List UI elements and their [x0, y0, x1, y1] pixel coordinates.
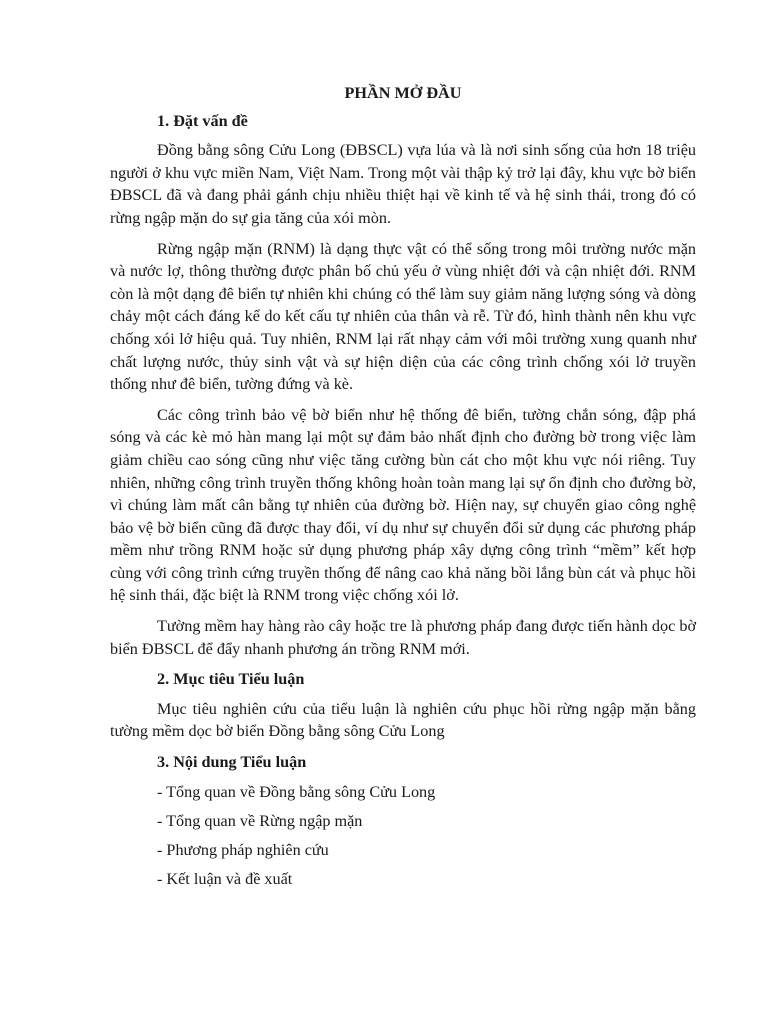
document-title: PHẦN MỞ ĐẦU	[344, 84, 462, 102]
document-page	[110, 82, 696, 897]
list-item: - Kết luận và đề xuất	[157, 870, 293, 889]
paragraph: Đồng bằng sông Cửu Long (ĐBSCL) vựa lúa và là nơi sinh sống của hơn 18 triệu người ở khu vực miền Nam, Việt Nam. Trong một vài thập kỷ trở lại đây, khu vực bờ biển ĐBSCL đã và đang phải gánh chịu nhiều thiệt hại về kinh tế và hệ sinh thái, trong đó có rừng ngập mặn do sự gia tăng của xói mòn.	[110, 141, 696, 227]
section-heading-2: 2. Mục tiêu Tiểu luận	[157, 670, 305, 689]
paragraph: Rừng ngập mặn (RNM) là dạng thực vật có thể sống trong môi trường nước mặn và nước lợ, thông thường được phân bố chủ yếu ở vùng nhiệt đới và cận nhiệt đới. RNM còn là một dạng đê biển tự nhiên khi chúng có thể làm suy giảm năng lượng sóng và dòng chảy một cách đáng kể do kết cấu tự nhiên của thân và rễ. Từ đó, hình thành nên khu vực chống xói lở hiệu quả. Tuy nhiên, RNM lại rất nhạy cảm với môi trường xung quanh như chất lượng nước, thủy sinh vật và sự hiện diện của các công trình chống xói lở truyền thống như đê biển, tường đứng và kè.	[110, 239, 696, 394]
paragraph: Các công trình bảo vệ bờ biển như hệ thống đê biển, tường chắn sóng, đập phá sóng và các kè mỏ hàn mang lại một sự đảm bảo nhất định cho đường bờ trong việc làm giảm chiều cao sóng cũng như việc tăng cường bùn cát cho một khu vực nói riêng. Tuy nhiên, những công trình truyền thống không hoàn toàn mang lại sự ổn định cho đường bờ, vì chúng làm mất cân bằng tự nhiên của đường bờ. Hiện nay, sự chuyển giao công nghệ bảo vệ bờ biển cũng đã được thay đổi, ví dụ như sự chuyển đổi sử dụng các phương pháp mềm như trồng RNM hoặc sử dụng phương pháp xây dựng công trình “mềm” kết hợp cùng với công trình cứng truyền thống để nâng cao khả năng bồi lắng bùn cát và phục hồi hệ sinh thái, đặc biệt là RNM trong việc chống xói lở.	[110, 405, 696, 605]
section-heading-1: 1. Đặt vấn đề	[157, 111, 248, 130]
paragraph: Mục tiêu nghiên cứu của tiểu luận là nghiên cứu phục hồi rừng ngập mặn bằng tường mềm dọc bờ biển Đồng bằng sông Cửu Long	[110, 699, 696, 741]
list-item: - Phương pháp nghiên cứu	[157, 841, 329, 859]
list-item: - Tổng quan về Đồng bằng sông Cửu Long	[157, 782, 436, 801]
list-item: - Tổng quan về Rừng ngập mặn	[157, 811, 363, 830]
content-list	[110, 781, 696, 891]
paragraph: Tường mềm hay hàng rào cây hoặc tre là phương pháp đang được tiến hành dọc bờ biển ĐBSCL để đẩy nhanh phương án trồng RNM mới.	[110, 617, 696, 658]
section-heading-3: 3. Nội dung Tiểu luận	[157, 753, 307, 772]
